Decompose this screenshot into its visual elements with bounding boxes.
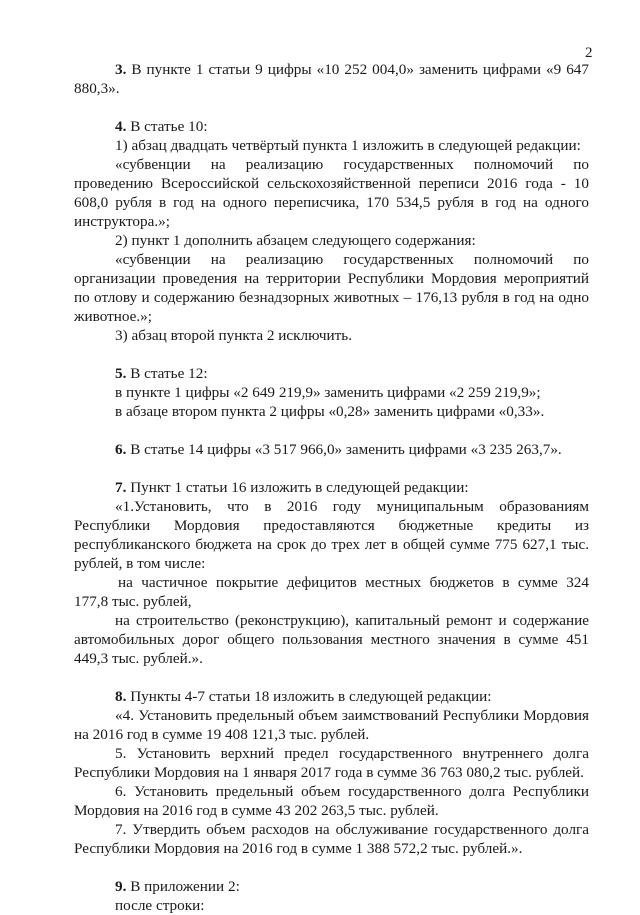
section-number: 6. bbox=[115, 441, 127, 458]
section-number: 8. bbox=[115, 688, 127, 705]
paragraph: 6. Установить предельный объем государственного долга Республики Мордовия на 2016 год в сумме 43 202 263,5 тыс. рублей. bbox=[74, 783, 589, 819]
paragraph-text: В статье 12: bbox=[130, 365, 208, 382]
section-5-heading bbox=[74, 364, 589, 383]
section-number: 7. bbox=[115, 479, 127, 496]
paragraph: «4. Установить предельный объем заимствований Республики Мордовия на 2016 год в сумме 19 408 121,3 тыс. рублей. bbox=[74, 707, 589, 743]
paragraph: 7. Утвердить объем расходов на обслуживание государственного долга Республики Мордовия на 2016 год в сумме 1 388 572,2 тыс. рублей.». bbox=[74, 821, 589, 857]
paragraph: 5. Установить верхний предел государственного внутреннего долга Республики Мордовия на 1 января 2017 года в сумме 36 763 080,2 тыс. рублей. bbox=[74, 745, 589, 781]
paragraph: на частичное покрытие дефицитов местных бюджетов в сумме 324 177,8 тыс. рублей, bbox=[74, 574, 589, 610]
paragraph: 2) пункт 1 дополнить абзацем следующего содержания: bbox=[115, 232, 476, 249]
section-8-heading bbox=[74, 687, 589, 706]
section-3 bbox=[74, 60, 589, 98]
section-number: 4. bbox=[115, 118, 127, 135]
paragraph: «1.Установить, что в 2016 году муниципальным образованиям Республики Мордовия предоставляются бюджетные кредиты из республиканского бюджета на срок до трех лет в общей сумме 775 627,1 тыс. рублей, в том числе: bbox=[74, 498, 589, 572]
section-9-heading bbox=[74, 877, 589, 896]
paragraph-text: В статье 10: bbox=[130, 118, 208, 135]
paragraph: в абзаце втором пункта 2 цифры «0,28» заменить цифрами «0,33». bbox=[115, 403, 545, 420]
paragraph: в пункте 1 цифры «2 649 219,9» заменить цифрами «2 259 219,9»; bbox=[115, 384, 541, 401]
paragraph-text: В приложении 2: bbox=[130, 878, 240, 895]
section-number: 5. bbox=[115, 365, 127, 382]
section-7-heading bbox=[74, 478, 589, 497]
section-6 bbox=[74, 440, 589, 459]
section-number: 9. bbox=[115, 878, 127, 895]
paragraph-text: В статье 14 цифры «3 517 966,0» заменить цифрами «3 235 263,7». bbox=[130, 441, 562, 458]
paragraph: 1) абзац двадцать четвёртый пункта 1 изложить в следующей редакции: bbox=[115, 137, 581, 154]
document-body bbox=[74, 60, 589, 915]
paragraph-text: В пункте 1 статьи 9 цифры «10 252 004,0» заменить цифрами «9 647 880,3». bbox=[74, 61, 589, 97]
paragraph: 3) абзац второй пункта 2 исключить. bbox=[115, 327, 353, 344]
paragraph: «субвенции на реализацию государственных полномочий по проведению Всероссийской сельскохозяйственной переписи 2016 года - 10 608,0 рубля в год на одного переписчика, 170 534,5 рубля в год на одного инструктора.»; bbox=[74, 156, 589, 230]
paragraph-text: Пункты 4-7 статьи 18 изложить в следующей редакции: bbox=[130, 688, 492, 705]
section-number: 3. bbox=[115, 61, 127, 78]
page-number: 2 bbox=[585, 45, 593, 61]
section-4-heading bbox=[74, 117, 589, 136]
paragraph: на строительство (реконструкцию), капитальный ремонт и содержание автомобильных дорог общего пользования местного значения в сумме 451 449,3 тыс. рублей.». bbox=[74, 612, 589, 667]
paragraph-text: Пункт 1 статьи 16 изложить в следующей редакции: bbox=[130, 479, 469, 496]
paragraph: «субвенции на реализацию государственных полномочий по организации проведения на территории Республики Мордовия мероприятий по отлову и содержанию безнадзорных животных – 176,13 рубля в год на одно животное.»; bbox=[74, 251, 589, 325]
paragraph: после строки: bbox=[115, 897, 205, 914]
